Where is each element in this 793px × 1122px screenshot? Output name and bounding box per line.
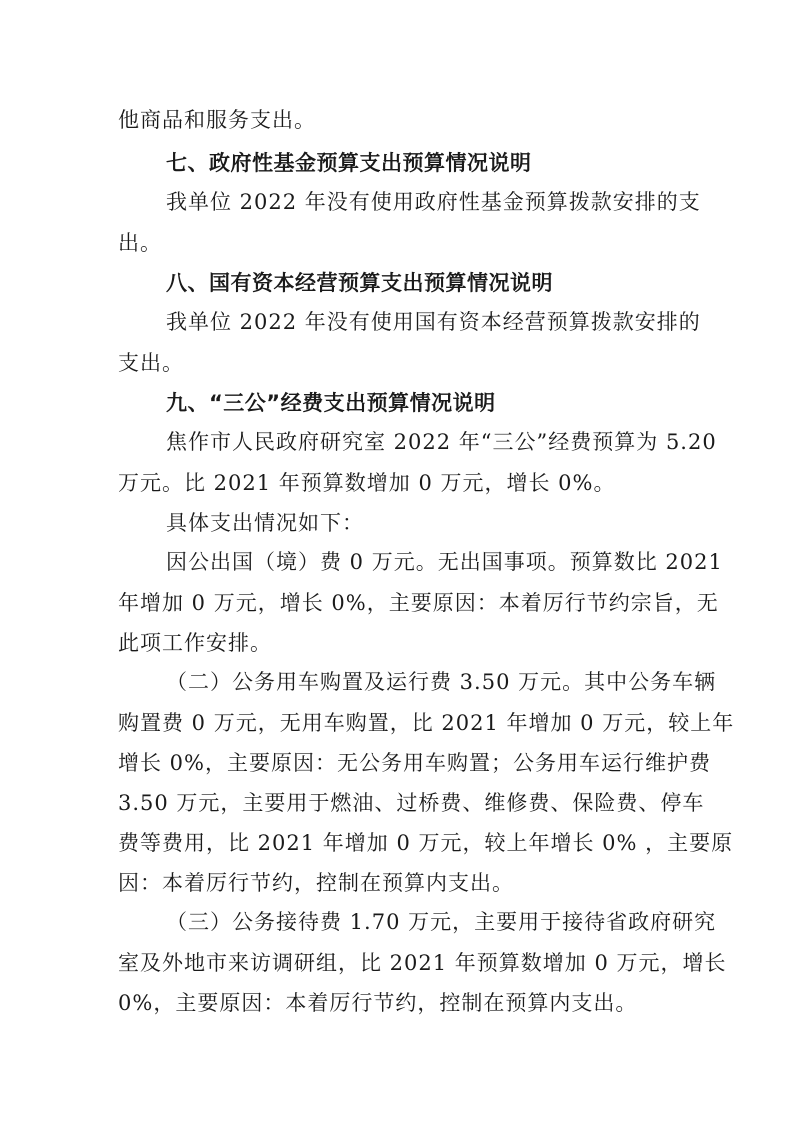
body-text-line: 焦作市人民政府研究室 2022 年“三公”经费预算为 5.20: [166, 430, 717, 454]
body-text-line: 出。: [118, 231, 162, 255]
body-text-line: （三）公务接待费 1.70 万元，主要用于接待省政府研究: [166, 910, 717, 934]
body-text-line: 购置费 0 万元，无用车购置，比 2021 年增加 0 万元，较上年: [118, 711, 735, 735]
body-text-line: 他商品和服务支出。: [118, 108, 316, 132]
body-text-line: 我单位 2022 年没有使用国有资本经营预算拨款安排的: [166, 310, 701, 334]
body-text-line: （二）公务用车购置及运行费 3.50 万元。其中公务车辆: [166, 670, 717, 694]
section-heading-8: 八、国有资本经营预算支出预算情况说明: [166, 271, 553, 295]
body-text-line: 因：本着厉行节约，控制在预算内支出。: [118, 871, 514, 895]
body-text-line: 费等费用，比 2021 年增加 0 万元，较上年增长 0% ，主要原: [118, 831, 734, 855]
section-heading-7: 七、政府性基金预算支出预算情况说明: [166, 151, 532, 175]
body-text-line: 此项工作安排。: [118, 631, 272, 655]
body-text-line: 年增加 0 万元，增长 0%，主要原因：本着厉行节约宗旨，无: [118, 591, 719, 615]
body-text-line: 具体支出情况如下：: [166, 511, 364, 535]
body-text-line: 0%，主要原因：本着厉行节约，控制在预算内支出。: [118, 991, 638, 1015]
section-heading-9: 九、“三公”经费支出预算情况说明: [166, 391, 496, 415]
body-text-line: 我单位 2022 年没有使用政府性基金预算拨款安排的支: [166, 190, 701, 214]
body-text-line: 增长 0%，主要原因：无公务用车购置；公务用车运行维护费: [118, 751, 711, 775]
body-text-line: 因公出国（境）费 0 万元。无出国事项。预算数比 2021: [166, 550, 723, 574]
body-text-line: 室及外地市来访调研组，比 2021 年预算数增加 0 万元，增长: [118, 951, 727, 975]
body-text-line: 3.50 万元，主要用于燃油、过桥费、维修费、保险费、停车: [118, 791, 705, 815]
body-text-line: 万元。比 2021 年预算数增加 0 万元，增长 0%。: [118, 471, 616, 495]
body-text-line: 支出。: [118, 351, 184, 375]
